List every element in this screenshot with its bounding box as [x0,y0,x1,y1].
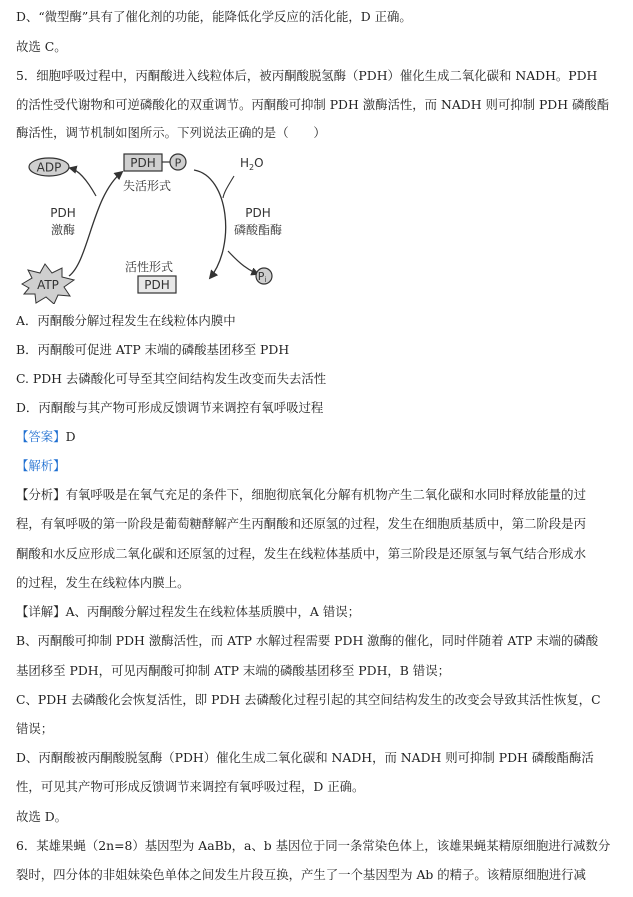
detail-line: B、丙酮酸可抑制 PDH 激酶活性，而 ATP 水解过程需要 PDH 激酶的催化，同时伴随着 ATP 末端的磷酸 [16,633,599,648]
adp-release-arrow [70,168,96,196]
text-line: 故选 C。 [16,39,67,54]
text-line: 裂时，四分体的非姐妹染色单体之间发生片段互换，产生了一个基因型为 Ab 的精子。该精原细胞进行减 [16,867,586,882]
pi-release-arrow [228,251,258,274]
h2o-label: $H_2O$ [240,156,264,172]
option-c: C. PDH 去磷酸化可导至其空间结构发生改变而失去活性 [16,371,327,386]
option-b: B．丙酮酸可促进 ATP 末端的磷酸基团移至 PDH [16,342,290,357]
option-a: A．丙酮酸分解过程发生在线粒体内膜中 [16,313,236,328]
detail-line: 【详解】A、丙酮酸分解过程发生在线粒体基质膜中，A 错误； [16,604,360,619]
atp-label: ATP [37,278,59,292]
pdh-phosphatase-label: 磷酸酯酶 [233,223,283,237]
analysis-line: 【分析】有氧呼吸是在氧气充足的条件下，细胞彻底氧化分解有机物产生二氧化碳和水同时释放能量的过 [16,487,586,502]
question-5-stem: 5．细胞呼吸过程中，丙酮酸进入线粒体后，被丙酮酸脱氢酶（PDH）催化生成二氧化碳和 NADH。PDH [16,68,598,83]
answer-line [16,428,76,446]
phosphatase-arrow [194,170,226,278]
analysis-tag: 【解析】 [16,458,66,473]
text-line: 的活性受代谢物和可逆磷酸化的双重调节。丙酮酸可抑制 PDH 激酶活性，而 NADH 则可抑制 PDH 磷酸酯 [16,97,610,112]
detail-line: 基团移至 PDH，可见丙酮酸可抑制 ATP 末端的磷酸基团移至 PDH，B 错误； [16,663,450,678]
pdh-kinase-label: 激酶 [50,223,76,237]
detail-line: C、PDH 去磷酸化会恢复活性，即 PDH 去磷酸化过程引起的其空间结构发生的改变会导致其活性恢复，C [16,692,601,707]
kinase-arrow [69,172,122,276]
pdh-inactive-text: PDH [130,156,156,170]
pdh-active-text: PDH [144,278,170,292]
phosphate-label: P [174,156,182,170]
h2o-input-line [223,176,234,198]
pdh-phosphatase-label: PDH [245,206,271,220]
analysis-line: 的过程，发生在线粒体内膜上。 [16,575,190,590]
answer-value: D [65,429,76,444]
detail-line: 错误； [16,721,54,736]
detail-line: D、丙酮酸被丙酮酸脱氢酶（PDH）催化生成二氧化碳和 NADH，而 NADH 则可抑制 PDH 磷酸酯酶活 [16,750,594,765]
inactive-form-label: 失活形式 [123,179,172,193]
active-form-label: 活性形式 [125,260,174,274]
question-6-stem: 6．某雄果蝇（2n=8）基因型为 AaBb，a、b 基因位于同一条常染色体上，该雄果蝇某精原细胞进行减数分 [16,838,611,853]
adp-label: ADP [36,160,62,175]
detail-line: 性，可见其产物可形成反馈调节来调控有氧呼吸过程，D 正确。 [16,779,365,794]
answer-tag: 【答案】 [16,429,66,444]
pdh-kinase-label: PDH [50,206,76,220]
detail-line: 故选 D。 [16,809,68,824]
analysis-line: 程，有氧呼吸的第一阶段是葡萄糖酵解产生丙酮酸和还原氢的过程，发生在细胞质基质中，第二阶段是丙 [16,516,586,531]
pi-label: Pi [257,270,267,284]
analysis-line: 酮酸和水反应形成二氧化碳和还原氢的过程，发生在线粒体基质中，第三阶段是还原氢与氧气结合形成水 [16,546,586,561]
text-line: 酶活性，调节机制如图所示。下列说法正确的是（ ） [16,125,326,140]
option-d: D．丙酮酸与其产物可形成反馈调节来调控有氧呼吸过程 [16,400,324,415]
pdh-regulation-diagram [14,146,304,304]
text-line: D、“微型酶”具有了催化剂的功能，能降低化学反应的活化能，D 正确。 [16,9,412,24]
